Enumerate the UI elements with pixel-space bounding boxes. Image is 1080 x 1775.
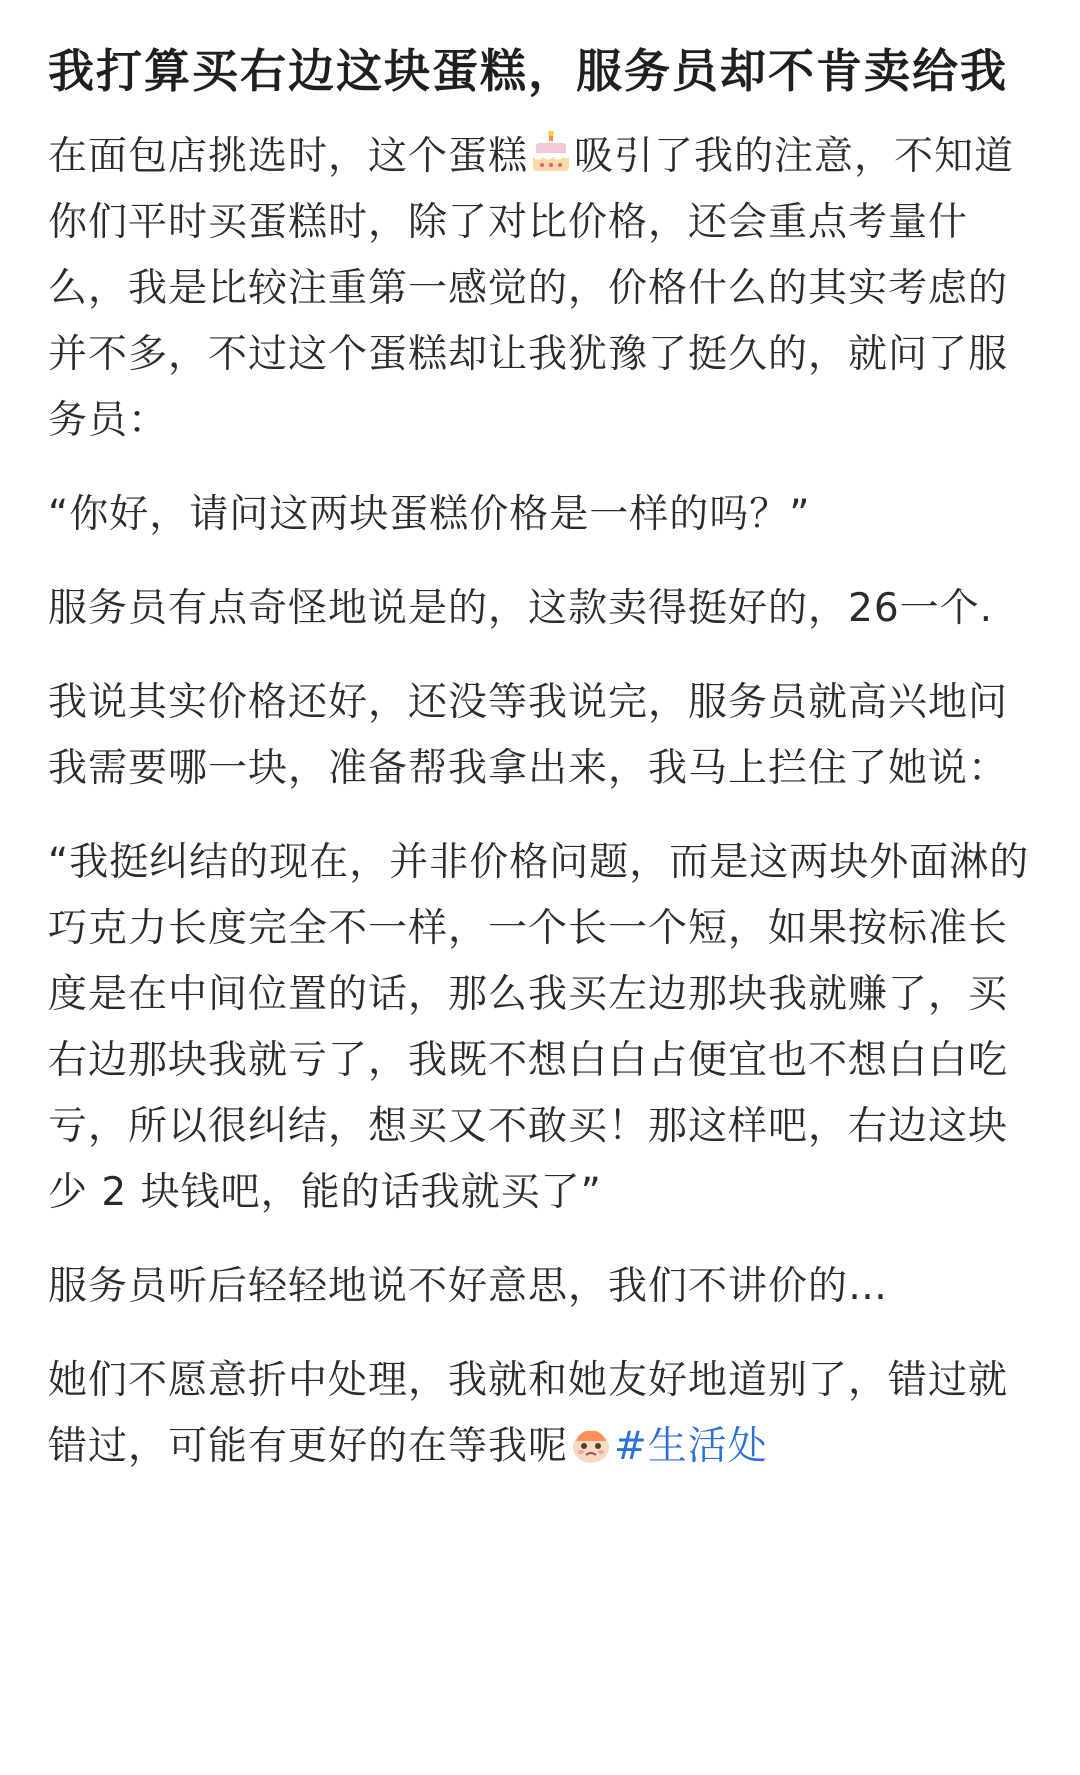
paragraph-2: “你好，请问这两块蛋糕价格是一样的吗？”	[48, 492, 811, 537]
paragraph-7	[48, 1348, 1032, 1480]
pleading-face-icon	[570, 1421, 612, 1467]
paragraph-3: 服务员有点奇怪地说是的，这款卖得挺好的，26一个.	[48, 586, 994, 631]
hashtag-link[interactable]: #生活处	[614, 1424, 768, 1469]
paragraph-4: 我说其实价格还好，还没等我说完，服务员就高兴地问我需要哪一块，准备帮我拿出来，我马上拦住了她说：	[48, 680, 1009, 791]
cake-icon	[530, 131, 572, 177]
post-title: 我打算买右边这块蛋糕，服务员却不肯卖给我	[48, 44, 1008, 98]
paragraph-1	[48, 124, 1032, 454]
paragraph-1-text-a: 在面包店挑选时，这个蛋糕	[48, 134, 529, 179]
paragraph-5: “我挺纠结的现在，并非价格问题，而是这两块外面淋的巧克力长度完全不一样，一个长一个短，如果按标准长度是在中间位置的话，那么我买左边那块我就赚了，买右边那块我就亏了，我既不想白白占便宜也不想白白吃亏，所以很纠结，想买又不敢买！那这样吧，右边这块少 2 块钱吧，能的话我就买了”	[48, 840, 1030, 1215]
paragraph-6: 服务员听后轻轻地说不好意思，我们不讲价的…	[48, 1264, 889, 1309]
paragraph-7-text: 她们不愿意折中处理，我就和她友好地道别了，错过就错过，可能有更好的在等我呢	[48, 1358, 1009, 1469]
paragraph-1-text-b: 吸引了我的注意，不知道你们平时买蛋糕时，除了对比价格，还会重点考量什么，我是比较注重第一感觉的，价格什么的其实考虑的并不多，不过这个蛋糕却让我犹豫了挺久的，就问了服务员：	[48, 134, 1015, 443]
